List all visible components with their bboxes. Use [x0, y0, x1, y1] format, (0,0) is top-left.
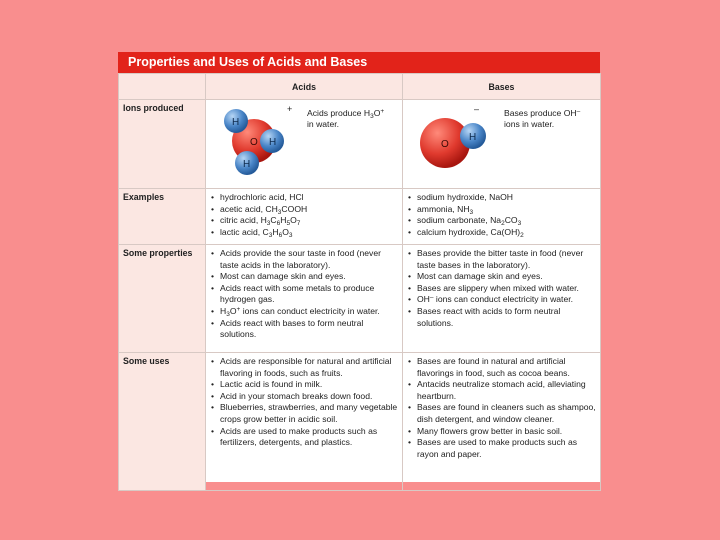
list-item: • Bases are found in natural and artificial flavorings in food, such as cocoa beans. [407, 356, 596, 379]
list-item: • calcium hydroxide, $Ca(OH)_2$ [407, 227, 596, 239]
uses-row-label: Some uses [119, 353, 206, 491]
list-item: • Acids are used to make products such as fertilizers, detergents, and plastics. [210, 426, 398, 449]
base-uses-cell [403, 353, 601, 491]
list-item: • citric acid, $H_3C_6H_5O_7$ [210, 215, 398, 227]
list-item: • Acid in your stomach breaks down food. [210, 391, 398, 403]
list-item: • Acids provide the sour taste in food (never taste acids in the laboratory). [210, 248, 398, 271]
properties-row-label: Some properties [119, 245, 206, 353]
acid-uses-cell [206, 353, 403, 491]
properties-row [119, 245, 601, 353]
base-charge: – [474, 104, 480, 114]
list-item: • hydrochloric acid, HCl [210, 192, 398, 204]
list-item: • Antacids neutralize stomach acid, alleviating heartburn. [407, 379, 596, 402]
atom-label: H [243, 159, 251, 170]
hydroxide-model-icon [415, 103, 495, 181]
corner-cell [119, 74, 206, 100]
list-item: • ammonia, $NH_3$ [407, 204, 596, 216]
list-item: • Bases are slippery when mixed with water. [407, 283, 596, 295]
list-item: • Bases are used to make products such as rayon and paper. [407, 437, 596, 460]
base-ion-description: Bases produce OH– ions in water. [504, 108, 581, 129]
list-item: • Most can damage skin and eyes. [210, 271, 398, 283]
list-item: • Blueberries, strawberries, and many vegetable crops grow better in acidic soil. [210, 402, 398, 425]
acid-ion-cell [206, 100, 403, 189]
base-properties-cell [403, 245, 601, 353]
list-item: • sodium carbonate, $Na_2CO_3$ [407, 215, 596, 227]
atom-label: H [469, 132, 477, 143]
header-row [119, 74, 601, 100]
examples-row-label: Examples [119, 189, 206, 245]
acids-bases-table-figure [118, 52, 600, 482]
acid-examples-cell [206, 189, 403, 245]
list-item: • acetic acid, $CH_3COOH$ [210, 204, 398, 216]
table-title: Properties and Uses of Acids and Bases [118, 52, 600, 73]
list-item: • Acids are responsible for natural and artificial flavoring in foods, such as fruits. [210, 356, 398, 379]
acid-charge: + [287, 104, 293, 114]
base-examples-cell [403, 189, 601, 245]
list-item: • Bases provide the bitter taste in food (never taste bases in the laboratory). [407, 248, 596, 271]
atom-label: O [250, 137, 258, 148]
list-item: • Acids react with some metals to produce hydrogen gas. [210, 283, 398, 306]
acid-ion-description: Acids produce $H_3O^+$ in water. [307, 108, 385, 129]
acid-properties-cell [206, 245, 403, 353]
list-item: • Most can damage skin and eyes. [407, 271, 596, 283]
bases-header: Bases [403, 74, 601, 100]
uses-row [119, 353, 601, 491]
list-item: • Lactic acid is found in milk. [210, 379, 398, 391]
properties-table [118, 73, 601, 491]
list-item: • Bases react with acids to form neutral solutions. [407, 306, 596, 329]
ions-row-label: Ions produced [119, 100, 206, 189]
hydronium-model-icon [216, 103, 296, 181]
list-item: • OH– ions can conduct electricity in water. [407, 294, 596, 306]
acids-header: Acids [206, 74, 403, 100]
atom-label: H [232, 117, 240, 128]
list-item: • Acids react with bases to form neutral solutions. [210, 318, 398, 341]
list-item: • $H_3O^+$ ions can conduct electricity in water. [210, 306, 398, 318]
list-item: • sodium hydroxide, NaOH [407, 192, 596, 204]
list-item: • Many flowers grow better in basic soil. [407, 426, 596, 438]
list-item: • Bases are found in cleaners such as shampoo, dish detergent, and window cleaner. [407, 402, 596, 425]
ions-row [119, 100, 601, 189]
list-item: • lactic acid, $C_3H_6O_3$ [210, 227, 398, 239]
atom-label: O [441, 139, 449, 150]
base-ion-cell [403, 100, 601, 189]
atom-label: H [269, 137, 277, 148]
examples-row [119, 189, 601, 245]
